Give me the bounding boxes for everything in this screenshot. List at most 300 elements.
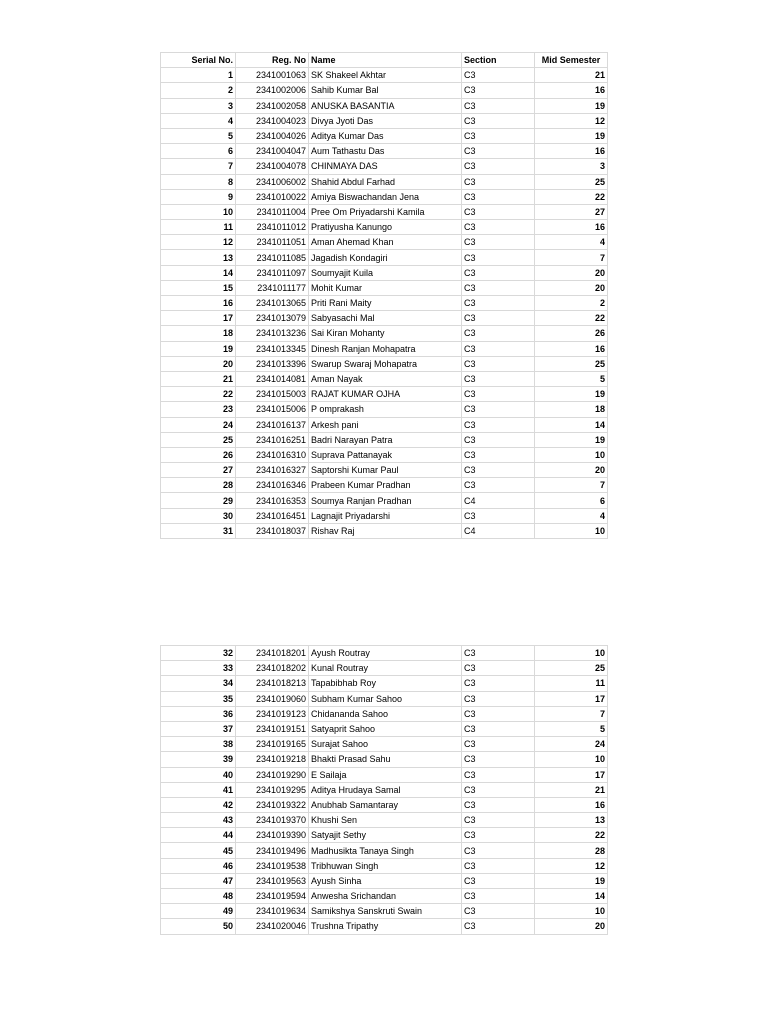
cell-section: C3 (462, 341, 535, 356)
cell-name: Satyaprit Sahoo (309, 721, 462, 736)
cell-reg-no: 2341011051 (236, 235, 309, 250)
cell-serial-no: 26 (161, 447, 236, 462)
table-body-bottom (161, 646, 608, 935)
cell-serial-no: 48 (161, 889, 236, 904)
cell-serial-no: 42 (161, 797, 236, 812)
cell-reg-no: 2341004078 (236, 159, 309, 174)
cell-reg-no: 2341011177 (236, 280, 309, 295)
cell-serial-no: 22 (161, 387, 236, 402)
cell-reg-no: 2341019060 (236, 691, 309, 706)
table-row (161, 189, 608, 204)
cell-name: Shahid Abdul Farhad (309, 174, 462, 189)
cell-serial-no: 36 (161, 706, 236, 721)
cell-section: C3 (462, 204, 535, 219)
cell-reg-no: 2341016353 (236, 493, 309, 508)
table-row (161, 782, 608, 797)
cell-serial-no: 13 (161, 250, 236, 265)
cell-name: Sahib Kumar Bal (309, 83, 462, 98)
cell-name: Kunal Routray (309, 661, 462, 676)
cell-serial-no: 11 (161, 220, 236, 235)
table-row (161, 873, 608, 888)
cell-section: C3 (462, 508, 535, 523)
table-row (161, 661, 608, 676)
cell-mid-semester: 10 (535, 646, 608, 661)
cell-name: Tapabibhab Roy (309, 676, 462, 691)
table-row (161, 296, 608, 311)
cell-section: C3 (462, 280, 535, 295)
cell-name: Aditya Kumar Das (309, 128, 462, 143)
cell-reg-no: 2341013079 (236, 311, 309, 326)
cell-name: Ayush Sinha (309, 873, 462, 888)
marks-table-top (160, 52, 608, 539)
cell-name: Sabyasachi Mal (309, 311, 462, 326)
cell-name: Aditya Hrudaya Samal (309, 782, 462, 797)
table-row (161, 128, 608, 143)
cell-mid-semester: 17 (535, 691, 608, 706)
cell-section: C3 (462, 98, 535, 113)
cell-serial-no: 43 (161, 813, 236, 828)
cell-serial-no: 45 (161, 843, 236, 858)
cell-section: C3 (462, 128, 535, 143)
cell-name: Chidananda Sahoo (309, 706, 462, 721)
table-row (161, 478, 608, 493)
table-row (161, 83, 608, 98)
header-row (161, 53, 608, 68)
cell-name: Jagadish Kondagiri (309, 250, 462, 265)
cell-serial-no: 5 (161, 128, 236, 143)
cell-section: C3 (462, 691, 535, 706)
cell-reg-no: 2341019390 (236, 828, 309, 843)
cell-section: C3 (462, 782, 535, 797)
cell-reg-no: 2341019594 (236, 889, 309, 904)
table-row (161, 68, 608, 83)
table-row (161, 828, 608, 843)
cell-name: Surajat Sahoo (309, 737, 462, 752)
cell-name: Soumyajit Kuila (309, 265, 462, 280)
cell-section: C3 (462, 478, 535, 493)
cell-section: C3 (462, 646, 535, 661)
cell-reg-no: 2341016137 (236, 417, 309, 432)
table-row (161, 797, 608, 812)
cell-mid-semester: 4 (535, 235, 608, 250)
marks-table-bottom (160, 645, 608, 935)
cell-reg-no: 2341006002 (236, 174, 309, 189)
cell-mid-semester: 20 (535, 265, 608, 280)
cell-serial-no: 46 (161, 858, 236, 873)
cell-mid-semester: 21 (535, 68, 608, 83)
cell-section: C3 (462, 904, 535, 919)
cell-mid-semester: 14 (535, 889, 608, 904)
cell-reg-no: 2341011004 (236, 204, 309, 219)
cell-name: P omprakash (309, 402, 462, 417)
cell-mid-semester: 16 (535, 144, 608, 159)
cell-section: C3 (462, 189, 535, 204)
cell-section: C3 (462, 356, 535, 371)
cell-serial-no: 3 (161, 98, 236, 113)
cell-reg-no: 2341002006 (236, 83, 309, 98)
cell-name: SK Shakeel Akhtar (309, 68, 462, 83)
cell-mid-semester: 20 (535, 919, 608, 934)
cell-serial-no: 50 (161, 919, 236, 934)
table-row (161, 646, 608, 661)
cell-mid-semester: 14 (535, 417, 608, 432)
cell-name: Anubhab Samantaray (309, 797, 462, 812)
cell-reg-no: 2341019151 (236, 721, 309, 736)
cell-serial-no: 25 (161, 432, 236, 447)
cell-reg-no: 2341016451 (236, 508, 309, 523)
cell-mid-semester: 7 (535, 478, 608, 493)
cell-mid-semester: 28 (535, 843, 608, 858)
cell-serial-no: 41 (161, 782, 236, 797)
table-row (161, 737, 608, 752)
cell-reg-no: 2341019370 (236, 813, 309, 828)
cell-serial-no: 27 (161, 463, 236, 478)
table-row (161, 691, 608, 706)
table-row (161, 858, 608, 873)
table-row (161, 174, 608, 189)
cell-name: Samikshya Sanskruti Swain (309, 904, 462, 919)
cell-serial-no: 40 (161, 767, 236, 782)
table-row (161, 463, 608, 478)
header-serial-no: Serial No. (161, 53, 236, 68)
cell-serial-no: 33 (161, 661, 236, 676)
cell-section: C3 (462, 432, 535, 447)
cell-mid-semester: 10 (535, 523, 608, 538)
cell-serial-no: 32 (161, 646, 236, 661)
cell-reg-no: 2341019295 (236, 782, 309, 797)
cell-section: C3 (462, 387, 535, 402)
cell-section: C3 (462, 813, 535, 828)
table-row (161, 371, 608, 386)
cell-reg-no: 2341002058 (236, 98, 309, 113)
table-body-top (161, 68, 608, 539)
cell-reg-no: 2341019123 (236, 706, 309, 721)
cell-section: C3 (462, 220, 535, 235)
cell-reg-no: 2341019218 (236, 752, 309, 767)
cell-section: C3 (462, 843, 535, 858)
header-name: Name (309, 53, 462, 68)
cell-section: C3 (462, 919, 535, 934)
cell-reg-no: 2341019165 (236, 737, 309, 752)
cell-section: C3 (462, 889, 535, 904)
cell-section: C3 (462, 721, 535, 736)
table-row (161, 904, 608, 919)
cell-serial-no: 18 (161, 326, 236, 341)
cell-mid-semester: 16 (535, 220, 608, 235)
table-row (161, 432, 608, 447)
table-row (161, 523, 608, 538)
table-row (161, 98, 608, 113)
cell-name: Suprava Pattanayak (309, 447, 462, 462)
cell-mid-semester: 7 (535, 250, 608, 265)
cell-mid-semester: 16 (535, 341, 608, 356)
cell-section: C3 (462, 113, 535, 128)
cell-name: Badri Narayan Patra (309, 432, 462, 447)
table-row (161, 676, 608, 691)
cell-reg-no: 2341004026 (236, 128, 309, 143)
cell-name: Anwesha Srichandan (309, 889, 462, 904)
cell-mid-semester: 22 (535, 828, 608, 843)
cell-name: Saptorshi Kumar Paul (309, 463, 462, 478)
cell-section: C3 (462, 463, 535, 478)
cell-serial-no: 38 (161, 737, 236, 752)
cell-serial-no: 6 (161, 144, 236, 159)
table-row (161, 341, 608, 356)
cell-section: C3 (462, 706, 535, 721)
cell-serial-no: 8 (161, 174, 236, 189)
table-row (161, 889, 608, 904)
cell-mid-semester: 5 (535, 371, 608, 386)
cell-section: C3 (462, 858, 535, 873)
cell-name: Dinesh Ranjan Mohapatra (309, 341, 462, 356)
table-row (161, 752, 608, 767)
table-row (161, 311, 608, 326)
cell-reg-no: 2341004023 (236, 113, 309, 128)
cell-serial-no: 17 (161, 311, 236, 326)
cell-section: C3 (462, 402, 535, 417)
cell-reg-no: 2341004047 (236, 144, 309, 159)
cell-reg-no: 2341019496 (236, 843, 309, 858)
cell-section: C3 (462, 174, 535, 189)
table-row (161, 721, 608, 736)
cell-section: C3 (462, 873, 535, 888)
cell-name: Swarup Swaraj Mohapatra (309, 356, 462, 371)
cell-serial-no: 49 (161, 904, 236, 919)
cell-mid-semester: 13 (535, 813, 608, 828)
cell-section: C3 (462, 661, 535, 676)
cell-section: C3 (462, 447, 535, 462)
cell-reg-no: 2341018201 (236, 646, 309, 661)
cell-name: Divya Jyoti Das (309, 113, 462, 128)
cell-name: Ayush Routray (309, 646, 462, 661)
cell-serial-no: 24 (161, 417, 236, 432)
cell-name: CHINMAYA DAS (309, 159, 462, 174)
cell-mid-semester: 10 (535, 752, 608, 767)
cell-serial-no: 30 (161, 508, 236, 523)
cell-section: C3 (462, 265, 535, 280)
header-mid-semester: Mid Semester (535, 53, 608, 68)
table-row (161, 235, 608, 250)
cell-reg-no: 2341019563 (236, 873, 309, 888)
cell-reg-no: 2341011085 (236, 250, 309, 265)
cell-mid-semester: 19 (535, 432, 608, 447)
cell-section: C4 (462, 493, 535, 508)
cell-mid-semester: 19 (535, 98, 608, 113)
table-row (161, 144, 608, 159)
cell-serial-no: 2 (161, 83, 236, 98)
cell-serial-no: 44 (161, 828, 236, 843)
table-row (161, 159, 608, 174)
cell-section: C3 (462, 371, 535, 386)
cell-reg-no: 2341013065 (236, 296, 309, 311)
cell-name: Soumya Ranjan Pradhan (309, 493, 462, 508)
cell-serial-no: 9 (161, 189, 236, 204)
cell-reg-no: 2341001063 (236, 68, 309, 83)
table-row (161, 250, 608, 265)
cell-reg-no: 2341015003 (236, 387, 309, 402)
cell-name: Khushi Sen (309, 813, 462, 828)
cell-mid-semester: 7 (535, 706, 608, 721)
table-row (161, 447, 608, 462)
cell-mid-semester: 21 (535, 782, 608, 797)
table-row (161, 843, 608, 858)
cell-name: Arkesh pani (309, 417, 462, 432)
cell-serial-no: 16 (161, 296, 236, 311)
cell-name: Amiya Biswachandan Jena (309, 189, 462, 204)
cell-reg-no: 2341018213 (236, 676, 309, 691)
header-reg-no: Reg. No (236, 53, 309, 68)
cell-name: Prabeen Kumar Pradhan (309, 478, 462, 493)
table-row (161, 767, 608, 782)
cell-reg-no: 2341018202 (236, 661, 309, 676)
cell-serial-no: 20 (161, 356, 236, 371)
cell-mid-semester: 5 (535, 721, 608, 736)
table-row (161, 493, 608, 508)
cell-mid-semester: 4 (535, 508, 608, 523)
cell-serial-no: 1 (161, 68, 236, 83)
cell-mid-semester: 11 (535, 676, 608, 691)
cell-mid-semester: 17 (535, 767, 608, 782)
cell-name: Subham Kumar Sahoo (309, 691, 462, 706)
cell-section: C3 (462, 83, 535, 98)
cell-serial-no: 35 (161, 691, 236, 706)
cell-serial-no: 4 (161, 113, 236, 128)
cell-mid-semester: 10 (535, 447, 608, 462)
cell-name: Trushna Tripathy (309, 919, 462, 934)
cell-mid-semester: 19 (535, 387, 608, 402)
cell-name: Madhusikta Tanaya Singh (309, 843, 462, 858)
cell-mid-semester: 6 (535, 493, 608, 508)
cell-name: Sai Kiran Mohanty (309, 326, 462, 341)
cell-section: C3 (462, 144, 535, 159)
cell-mid-semester: 16 (535, 83, 608, 98)
cell-mid-semester: 25 (535, 356, 608, 371)
cell-serial-no: 7 (161, 159, 236, 174)
cell-serial-no: 19 (161, 341, 236, 356)
cell-reg-no: 2341019538 (236, 858, 309, 873)
cell-section: C3 (462, 676, 535, 691)
cell-section: C3 (462, 767, 535, 782)
cell-serial-no: 12 (161, 235, 236, 250)
table-row (161, 326, 608, 341)
cell-reg-no: 2341011012 (236, 220, 309, 235)
cell-mid-semester: 25 (535, 661, 608, 676)
cell-section: C3 (462, 752, 535, 767)
cell-mid-semester: 25 (535, 174, 608, 189)
table-row (161, 265, 608, 280)
cell-reg-no: 2341011097 (236, 265, 309, 280)
cell-reg-no: 2341010022 (236, 189, 309, 204)
cell-mid-semester: 20 (535, 280, 608, 295)
cell-serial-no: 34 (161, 676, 236, 691)
cell-section: C3 (462, 311, 535, 326)
table-row (161, 280, 608, 295)
cell-mid-semester: 10 (535, 904, 608, 919)
cell-mid-semester: 18 (535, 402, 608, 417)
cell-reg-no: 2341016346 (236, 478, 309, 493)
cell-reg-no: 2341020046 (236, 919, 309, 934)
cell-section: C3 (462, 828, 535, 843)
cell-section: C3 (462, 159, 535, 174)
cell-serial-no: 21 (161, 371, 236, 386)
table-row (161, 417, 608, 432)
cell-reg-no: 2341014081 (236, 371, 309, 386)
cell-name: Priti Rani Maity (309, 296, 462, 311)
cell-name: E Sailaja (309, 767, 462, 782)
cell-serial-no: 14 (161, 265, 236, 280)
cell-mid-semester: 3 (535, 159, 608, 174)
table-row (161, 204, 608, 219)
cell-name: Satyajit Sethy (309, 828, 462, 843)
cell-reg-no: 2341016251 (236, 432, 309, 447)
cell-mid-semester: 24 (535, 737, 608, 752)
cell-section: C3 (462, 326, 535, 341)
cell-reg-no: 2341013396 (236, 356, 309, 371)
cell-serial-no: 39 (161, 752, 236, 767)
cell-section: C3 (462, 737, 535, 752)
cell-name: Tribhuwan Singh (309, 858, 462, 873)
table-row (161, 508, 608, 523)
cell-name: RAJAT KUMAR OJHA (309, 387, 462, 402)
cell-name: Mohit Kumar (309, 280, 462, 295)
cell-section: C3 (462, 417, 535, 432)
table-row (161, 113, 608, 128)
cell-section: C4 (462, 523, 535, 538)
table-row (161, 387, 608, 402)
cell-serial-no: 23 (161, 402, 236, 417)
cell-reg-no: 2341013345 (236, 341, 309, 356)
cell-section: C3 (462, 296, 535, 311)
cell-name: Aman Ahemad Khan (309, 235, 462, 250)
cell-section: C3 (462, 797, 535, 812)
cell-name: Aum Tathastu Das (309, 144, 462, 159)
cell-reg-no: 2341015006 (236, 402, 309, 417)
cell-reg-no: 2341018037 (236, 523, 309, 538)
cell-mid-semester: 12 (535, 858, 608, 873)
cell-name: Lagnajit Priyadarshi (309, 508, 462, 523)
cell-mid-semester: 19 (535, 873, 608, 888)
cell-name: Rishav Raj (309, 523, 462, 538)
cell-reg-no: 2341019290 (236, 767, 309, 782)
cell-serial-no: 10 (161, 204, 236, 219)
cell-serial-no: 47 (161, 873, 236, 888)
header-section: Section (462, 53, 535, 68)
cell-reg-no: 2341013236 (236, 326, 309, 341)
cell-reg-no: 2341016310 (236, 447, 309, 462)
cell-mid-semester: 27 (535, 204, 608, 219)
cell-name: Pree Om Priyadarshi Kamila (309, 204, 462, 219)
cell-serial-no: 29 (161, 493, 236, 508)
table-row (161, 356, 608, 371)
cell-serial-no: 31 (161, 523, 236, 538)
cell-name: ANUSKA BASANTIA (309, 98, 462, 113)
cell-mid-semester: 22 (535, 311, 608, 326)
cell-mid-semester: 16 (535, 797, 608, 812)
cell-mid-semester: 26 (535, 326, 608, 341)
cell-mid-semester: 22 (535, 189, 608, 204)
table-row (161, 402, 608, 417)
table-row (161, 706, 608, 721)
cell-serial-no: 37 (161, 721, 236, 736)
cell-mid-semester: 20 (535, 463, 608, 478)
cell-name: Aman Nayak (309, 371, 462, 386)
cell-name: Bhakti Prasad Sahu (309, 752, 462, 767)
table-row (161, 919, 608, 934)
cell-serial-no: 28 (161, 478, 236, 493)
cell-name: Pratiyusha Kanungo (309, 220, 462, 235)
table-row (161, 813, 608, 828)
cell-mid-semester: 12 (535, 113, 608, 128)
